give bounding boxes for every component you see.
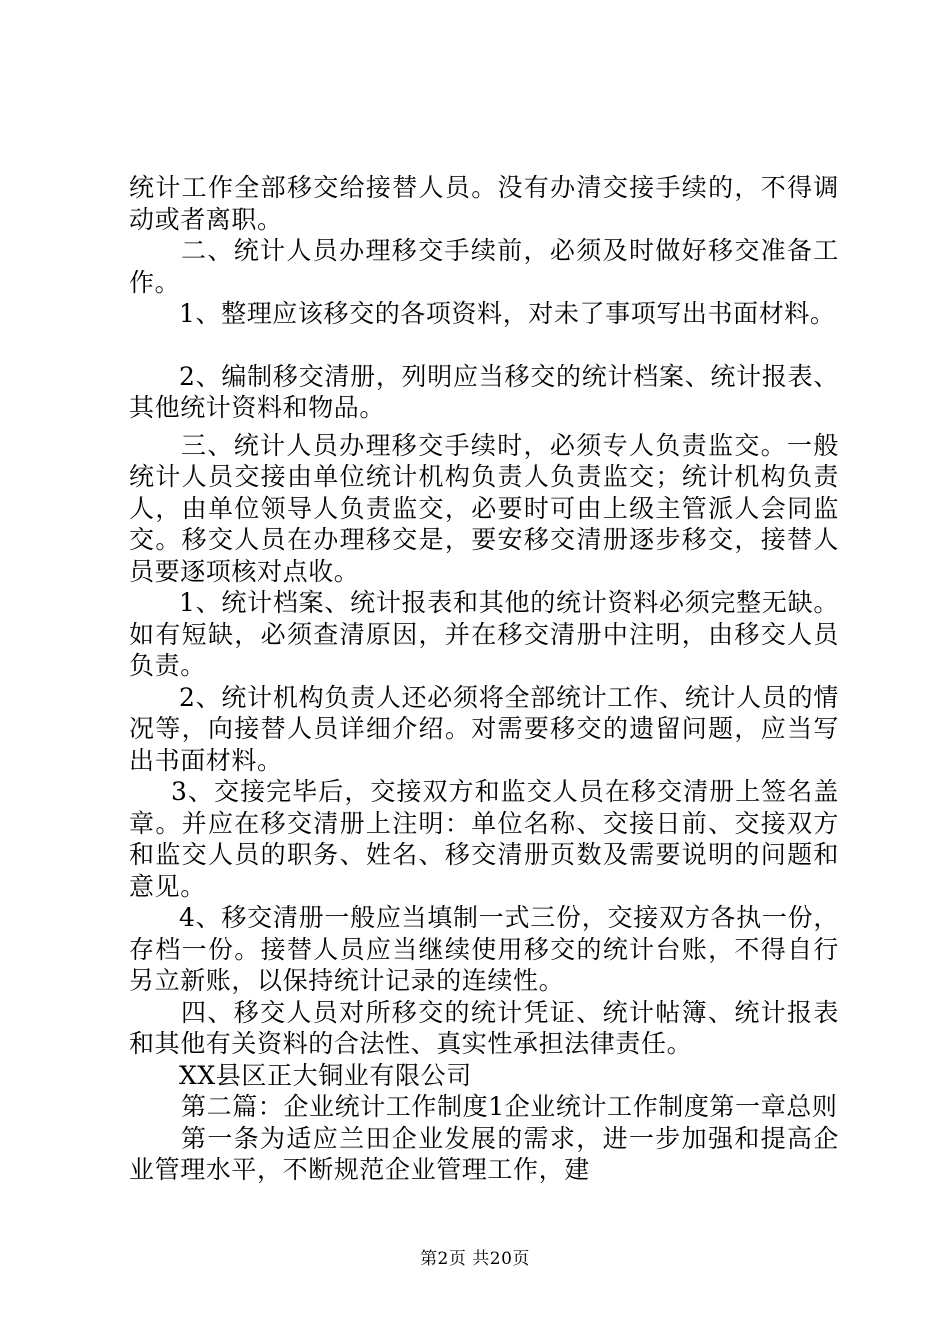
paragraph-article-one: 第一条为适应兰田企业发展的需求，进一步加强和提高企业管理水平，不断规范企业管理工作，建 [129, 1123, 839, 1184]
paragraph-item-3-signature: 3、交接完毕后，交接双方和监交人员在移交清册上签名盖章。并应在移交清册上注明：单位名称、交接日前、交接双方和监交人员的职务、姓名、移交清册页数及需要说明的问题和意见。 [129, 777, 839, 901]
paragraph-item-2-inventory: 2、编制移交清册，列明应当移交的统计档案、统计报表、其他统计资料和物品。 [129, 361, 839, 422]
chapter-heading: 第二篇：企业统计工作制度1企业统计工作制度第一章总则 [181, 1092, 838, 1121]
document-body [129, 172, 839, 1186]
paragraph-item-1-archives: 1、统计档案、统计报表和其他的统计资料必须完整无缺。如有短缺，必须查清原因，并在移交清册中注明，由移交人员负责。 [129, 588, 839, 680]
paragraph-item-1-organize: 1、整理应该移交的各项资料，对未了事项写出书面材料。 [179, 299, 836, 328]
company-name: XX县区正大铜业有限公司 [179, 1060, 472, 1090]
paragraph-item-4-copies: 4、移交清册一般应当填制一式三份，交接双方各执一份，存档一份。接替人员应当继续使用移交的统计台账，不得自行另立新账，以保持统计记录的连续性。 [129, 903, 839, 995]
paragraph-section-two: 二、统计人员办理移交手续前，必须及时做好移交准备工作。 [129, 236, 839, 297]
paragraph-section-four: 四、移交人员对所移交的统计凭证、统计帖簿、统计报表和其他有关资料的合法性、真实性承担法律责任。 [129, 997, 839, 1058]
paragraph-continuation: 统计工作全部移交给接替人员。没有办清交接手续的，不得调动或者离职。 [129, 173, 839, 234]
paragraph-section-three: 三、统计人员办理移交手续时，必须专人负责监交。一般统计人员交接由单位统计机构负责人负责监交；统计机构负责人，由单位领导人负责监交，必要时可由上级主管派人会同监交。移交人员在办理移交是，要安移交清册逐步移交，接替人员要逐项核对点收。 [129, 430, 839, 586]
page-number-footer: 第2页 共20页 [420, 1249, 530, 1269]
paragraph-item-2-handover: 2、统计机构负责人还必须将全部统计工作、统计人员的情况等，向接替人员详细介绍。对需要移交的遗留问题，应当写出书面材料。 [129, 682, 839, 775]
